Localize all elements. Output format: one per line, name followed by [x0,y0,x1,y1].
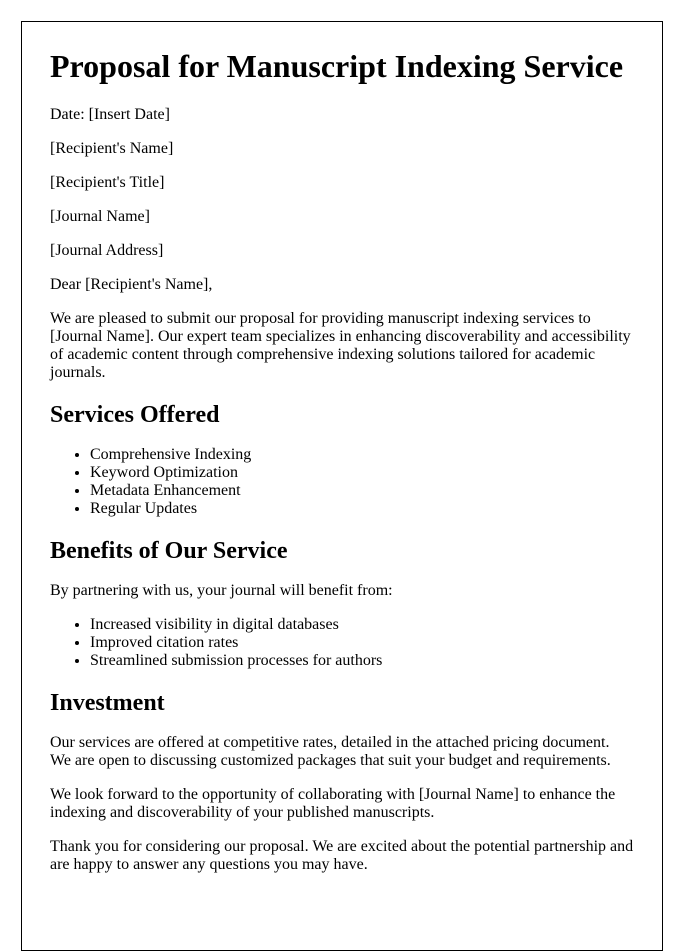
benefits-intro-paragraph: By partnering with us, your journal will benefit from: [50,582,393,599]
list-item: • Comprehensive Indexing [90,446,634,464]
proposal-document [21,21,663,951]
services-offered-list [50,446,634,518]
recipient-title-line: [Recipient's Title] [50,174,165,191]
list-item: • Metadata Enhancement [90,482,634,500]
section-heading-benefits: Benefits of Our Service [50,538,288,564]
collaboration-paragraph: We look forward to the opportunity of collaborating with [Journal Name] to enhance the indexing and discoverability of your published manuscripts. [50,786,616,821]
list-item: • Regular Updates [90,500,634,518]
benefits-list [50,616,634,670]
section-heading-services-offered: Services Offered [50,402,220,428]
journal-name-line: [Journal Name] [50,208,150,225]
salutation-line: Dear [Recipient's Name], [50,276,213,293]
journal-address-line: [Journal Address] [50,242,164,259]
section-heading-investment: Investment [50,690,165,716]
intro-paragraph: We are pleased to submit our proposal for providing manuscript indexing services to [Journal Name]. Our expert team specializes in enhancing discoverability and accessibility of academic content through comprehensive indexing solutions tailored for academic journals. [50,310,631,381]
recipient-name-line: [Recipient's Name] [50,140,174,157]
list-item: • Increased visibility in digital databases [90,616,634,634]
list-item: • Streamlined submission processes for authors [90,652,634,670]
list-item: • Improved citation rates [90,634,634,652]
document-title: Proposal for Manuscript Indexing Service [50,48,624,84]
date-line: Date: [Insert Date] [50,106,170,123]
list-item: • Keyword Optimization [90,464,634,482]
investment-rates-paragraph: Our services are offered at competitive rates, detailed in the attached pricing document. We are open to discussing customized packages that suit your budget and requirements. [50,734,611,769]
closing-paragraph: Thank you for considering our proposal. We are excited about the potential partnership and are happy to answer any questions you may have. [50,838,634,873]
